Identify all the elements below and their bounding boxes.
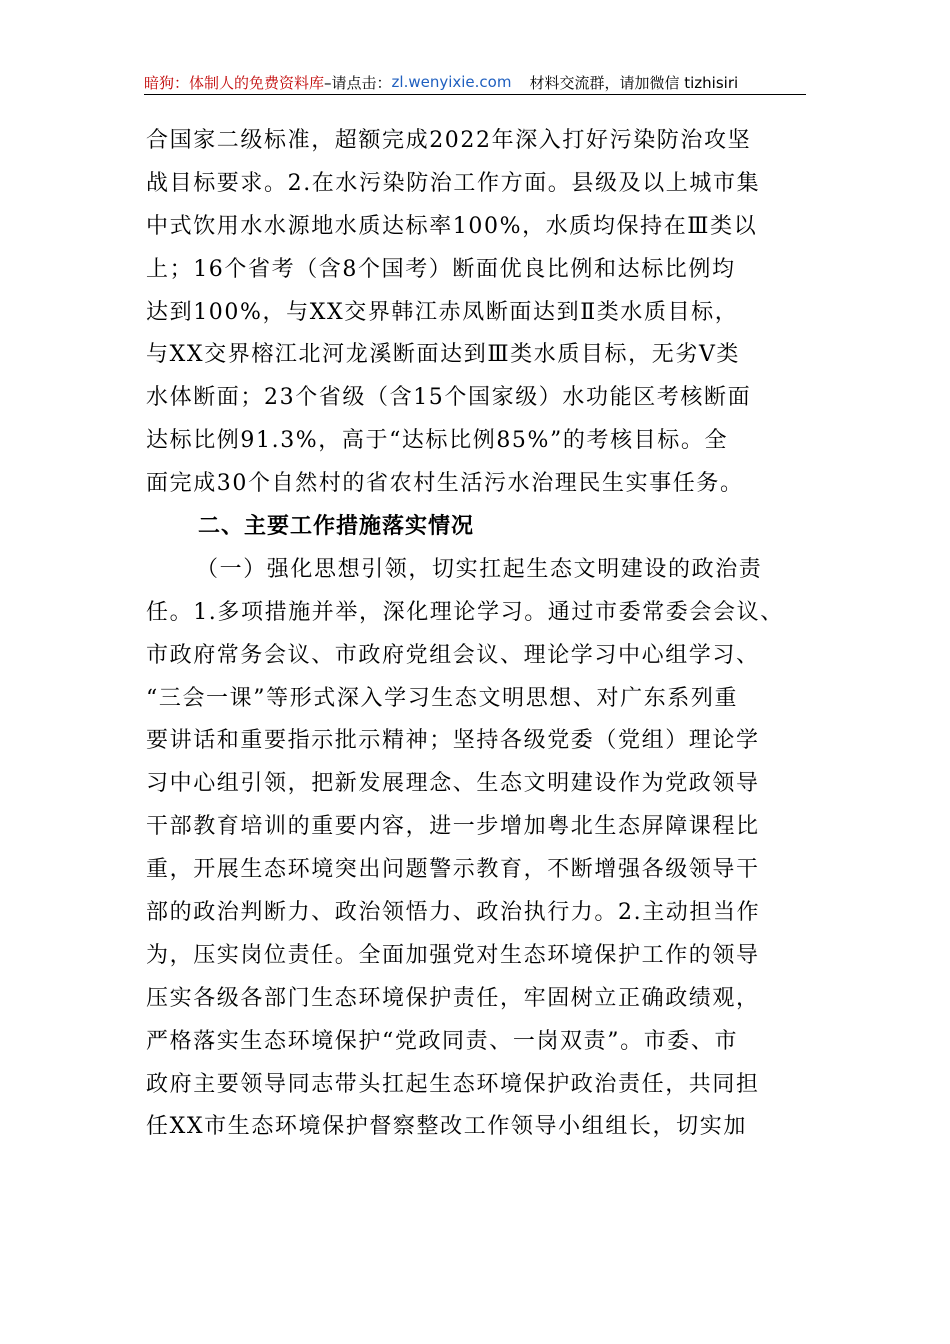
body-line: 战目标要求。2.在水污染防治工作方面。县级及以上城市集 [146, 170, 761, 196]
header-brand: 暗狗：体制人的免费资料库 [144, 73, 325, 92]
body-line: 面完成30个自然村的省农村生活污水治理民生实事任务。 [146, 471, 744, 497]
body-line: （一）强化思想引领，切实扛起生态文明建设的政治责 [196, 556, 763, 582]
header-rule [144, 94, 806, 95]
body-line: 重，开展生态环境突出问题警示教育，不断增强各级领导干 [146, 857, 760, 883]
body-line: 市政府常务会议、市政府党组会议、理论学习中心组学习、 [146, 642, 760, 668]
body-line: 任。1.多项措施并举，深化理论学习。通过市委常委会会议、 [146, 599, 784, 625]
body-line: 干部教育培训的重要内容，进一步增加粤北生态屏障课程比 [146, 814, 760, 840]
body-line: 要讲话和重要指示批示精神；坚持各级党委（党组）理论学 [146, 728, 760, 754]
body-line: 水体断面；23个省级（含15个国家级）水功能区考核断面 [146, 385, 752, 411]
body-line: 与XX交界榕江北河龙溪断面达到Ⅲ类水质目标，无劣Ⅴ类 [146, 342, 741, 368]
body-line: 上；16个省考（含8个国考）断面优良比例和达标比例均 [146, 256, 736, 282]
header-prompt: –请点击： [324, 73, 392, 92]
header-contact: 材料交流群，请加微信 tizhisiri [529, 73, 739, 92]
body-line: 压实各级各部门生态环境保护责任，牢固树立正确政绩观， [146, 985, 760, 1011]
body-line: 中式饮用水水源地水质达标率100%，水质均保持在Ⅲ类以 [146, 213, 758, 239]
body-line: 政府主要领导同志带头扛起生态环境保护政治责任，共同担 [146, 1071, 760, 1097]
body-line: 达标比例91.3%，高于“达标比例85%”的考核目标。全 [146, 428, 729, 454]
body-line: 严格落实生态环境保护“党政同责、一岗双责”。市委、市 [146, 1028, 739, 1054]
document-body [146, 120, 808, 1149]
body-line: 达到100%，与XX交界韩江赤凤断面达到Ⅱ类水质目标， [146, 299, 739, 325]
body-line: 部的政治判断力、政治领悟力、政治执行力。2.主动担当作 [146, 900, 761, 926]
header-link[interactable]: zl.wenyixie.com [391, 73, 512, 91]
page-header [144, 70, 806, 94]
body-line: 为，压实岗位责任。全面加强党对生态环境保护工作的领导 [146, 942, 760, 968]
body-line: “三会一课”等形式深入学习生态文明思想、对广东系列重 [146, 685, 739, 711]
body-line: 合国家二级标准，超额完成2022年深入打好污染防治攻坚 [146, 128, 752, 153]
section-heading: 二、主要工作措施落实情况 [198, 514, 475, 540]
body-line: 任XX市生态环境保护督察整改工作领导小组组长，切实加 [146, 1114, 747, 1140]
body-line: 习中心组引领，把新发展理念、生态文明建设作为党政领导 [146, 771, 760, 797]
